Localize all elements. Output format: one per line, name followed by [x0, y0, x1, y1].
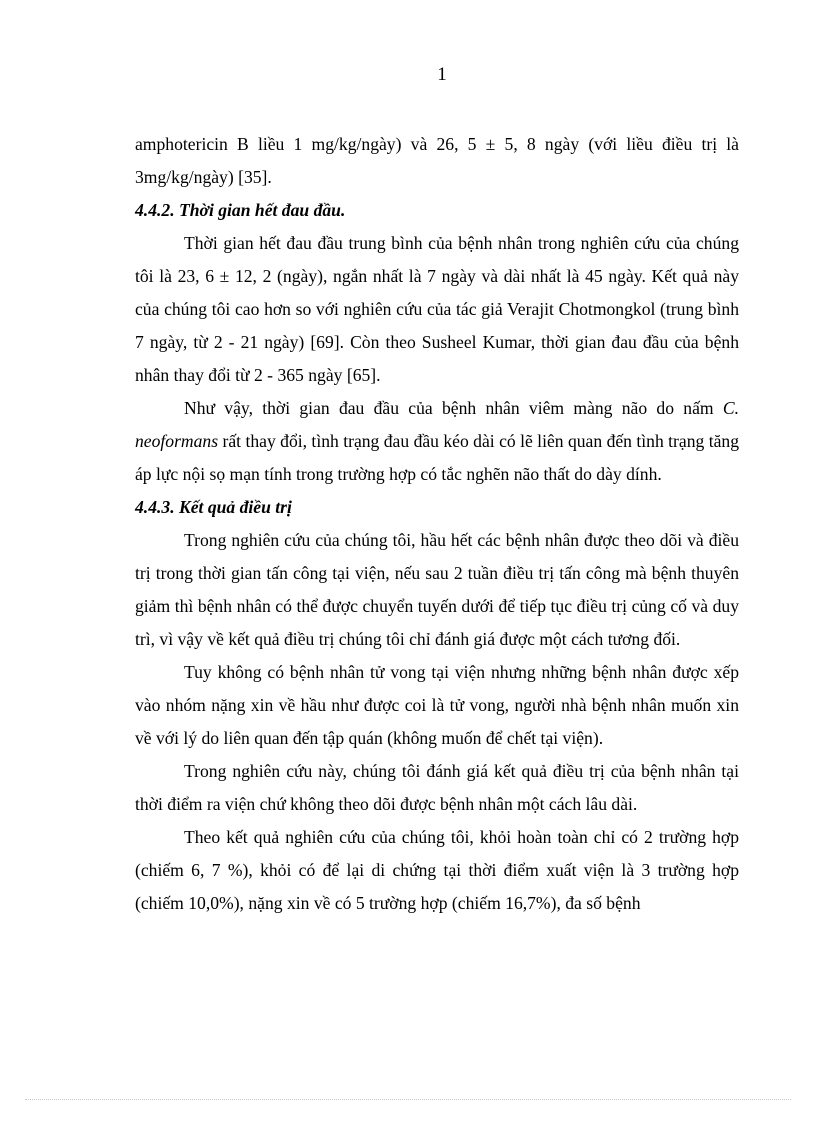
page-bottom-divider: [25, 1099, 791, 1100]
headache-text-end: rất thay đổi, tình trạng đau đầu kéo dài có lẽ liên quan đến tình trạng tăng áp lực nội sọ mạn tính trong trường hợp có tắc nghẽn não thất do dày dính.: [135, 431, 739, 484]
paragraph-results-stats: Theo kết quả nghiên cứu của chúng tôi, khỏi hoàn toàn chỉ có 2 trường hợp (chiếm 6, 7 %), khỏi có để lại di chứng tại thời điểm xuất viện là 3 trường hợp (chiếm 10,0%), nặng xin về có 5 trường hợp (chiếm 16,7%), đa số bệnh: [135, 827, 739, 913]
body-text: [135, 128, 739, 920]
page-number: 1: [437, 64, 447, 85]
paragraph-headache-duration: Thời gian hết đau đầu trung bình của bệnh nhân trong nghiên cứu của chúng tôi là 23, 6 ± 12, 2 (ngày), ngắn nhất là 7 ngày và dài nhất là 45 ngày. Kết quả này của chúng tôi cao hơn so với nghiên cứu của tác giả Verajit Chotmongkol (trung bình 7 ngày, từ 2 - 21 ngày) [69]. Còn theo Susheel Kumar, thời gian đau đầu của bệnh nhân thay đổi từ 2 - 365 ngày [65].: [135, 233, 739, 385]
paragraph-amphotericin-dose: amphotericin B liều 1 mg/kg/ngày) và 26, 5 ± 5, 8 ngày (với liều điều trị là 3mg/kg/ngày) [35].: [135, 134, 739, 187]
paragraph-no-deaths: Tuy không có bệnh nhân tử vong tại viện nhưng những bệnh nhân được xếp vào nhóm nặng xin về hầu như được coi là tử vong, người nhà bệnh nhân muốn xin về với lý do liên quan đến tập quán (không muốn để chết tại viện).: [135, 662, 739, 748]
paragraph-headache-variation: [135, 392, 739, 491]
paragraph-evaluation-time: Trong nghiên cứu này, chúng tôi đánh giá kết quả điều trị của bệnh nhân tại thời điểm ra viện chứ không theo dõi được bệnh nhân một cách lâu dài.: [135, 761, 739, 814]
heading-treatment-results: 4.4.3. Kết quả điều trị: [135, 497, 292, 517]
paragraph-treatment-followup: Trong nghiên cứu của chúng tôi, hầu hết các bệnh nhân được theo dõi và điều trị trong thời gian tấn công tại viện, nếu sau 2 tuần điều trị tấn công mà bệnh thuyên giảm thì bệnh nhân có thể được chuyển tuyến dưới để tiếp tục điều trị củng cố và duy trì, vì vậy về kết quả điều trị chúng tôi chỉ đánh giá được một cách tương đối.: [135, 530, 739, 649]
species-name: C. neoformans: [135, 398, 739, 451]
heading-headache-duration: 4.4.2. Thời gian hết đau đầu.: [135, 200, 346, 220]
headache-text-start: Như vậy, thời gian đau đầu của bệnh nhân viêm màng não do nấm: [184, 398, 723, 418]
